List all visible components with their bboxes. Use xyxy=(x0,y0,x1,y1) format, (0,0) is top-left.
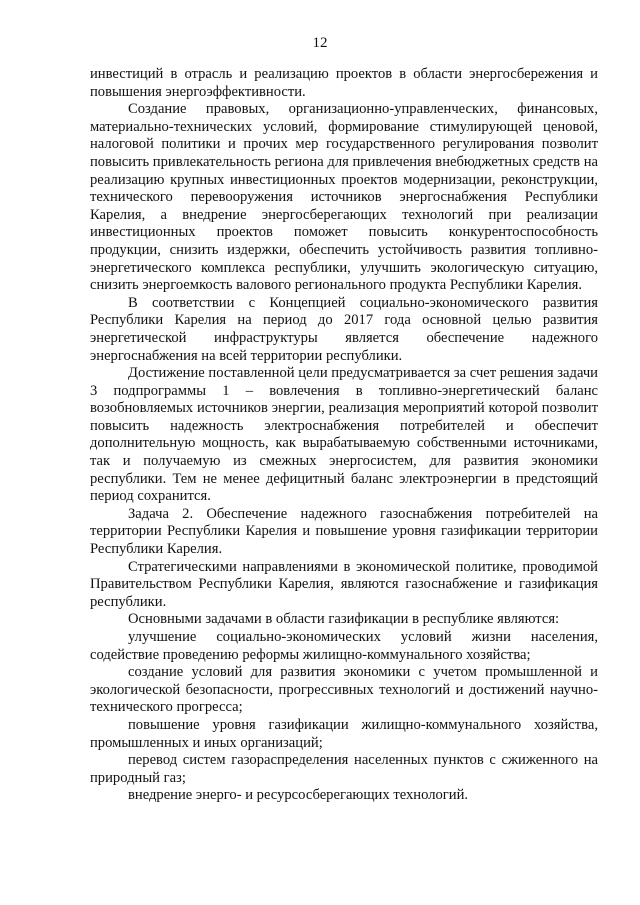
list-item: перевод систем газораспределения населенных пунктов с сжиженного на природный газ; xyxy=(90,752,598,786)
list-item: внедрение энерго- и ресурсосберегающих технологий. xyxy=(128,787,469,804)
paragraph: Создание правовых, организационно-управленческих, финансовых, материально-технических условий, формирование стимулирующей ценовой, налоговой политики и прочих мер государственного регулирования позволит повысить привлекательность региона для привлечения внебюджетных средств на реализацию крупных инвестиционных проектов модернизации, реконструкции, технического перевооружения источников энергоснабжения Республики Карелия, а внедрение энергосберегающих технологий при реализации инвестиционных проектов поможет повысить конкурентоспособность продукции, снизить издержки, обеспечить устойчивость развития топливно-энергетического комплекса республики, улучшить экологическую ситуацию, снизить энергоемкость валового регионального продукта Республики Карелия. xyxy=(90,101,598,294)
paragraph: В соответствии с Концепцией социально-экономического развития Республики Карелия на период до 2017 года основной целью развития энергетической инфраструктуры является обеспечение надежного энергоснабжения на всей территории республики. xyxy=(90,294,598,364)
paragraph: Достижение поставленной цели предусматривается за счет решения задачи 3 подпрограммы 1 – вовлечения в топливно-энергетический баланс возобновляемых источников энергии, реализация мероприятий которой позволит повысить надежность электроснабжения потребителей и обеспечит дополнительную мощность, как вырабатываемую собственными источниками, так и получаемую из смежных энергосистем, для развития экономики республики. Тем не менее дефицитный баланс электроэнергии в предстоящий период сохранится. xyxy=(90,365,598,505)
paragraph: Задача 2. Обеспечение надежного газоснабжения потребителей на территории Республики Карелия и повышение уровня газификации территории Республики Карелия. xyxy=(90,505,598,558)
page-number: 12 xyxy=(312,35,328,51)
paragraph: Основными задачами в области газификации в республике являются: xyxy=(128,611,560,628)
list-item: создание условий для развития экономики с учетом промышленной и экологической безопасности, прогрессивных технологий и достижений научно-технического прогресса; xyxy=(90,664,598,716)
paragraph: инвестиций в отрасль и реализацию проектов в области энергосбережения и повышения энергоэффективности. xyxy=(90,66,598,100)
list-item: улучшение социально-экономических условий жизни населения, содействие проведению реформы жилищно-коммунального хозяйства; xyxy=(90,629,598,663)
list-item: повышение уровня газификации жилищно-коммунального хозяйства, промышленных и иных организаций; xyxy=(90,716,598,751)
body-text xyxy=(90,66,598,805)
paragraph: Стратегическими направлениями в экономической политике, проводимой Правительством Республики Карелия, являются газоснабжение и газификация республики. xyxy=(90,558,598,610)
